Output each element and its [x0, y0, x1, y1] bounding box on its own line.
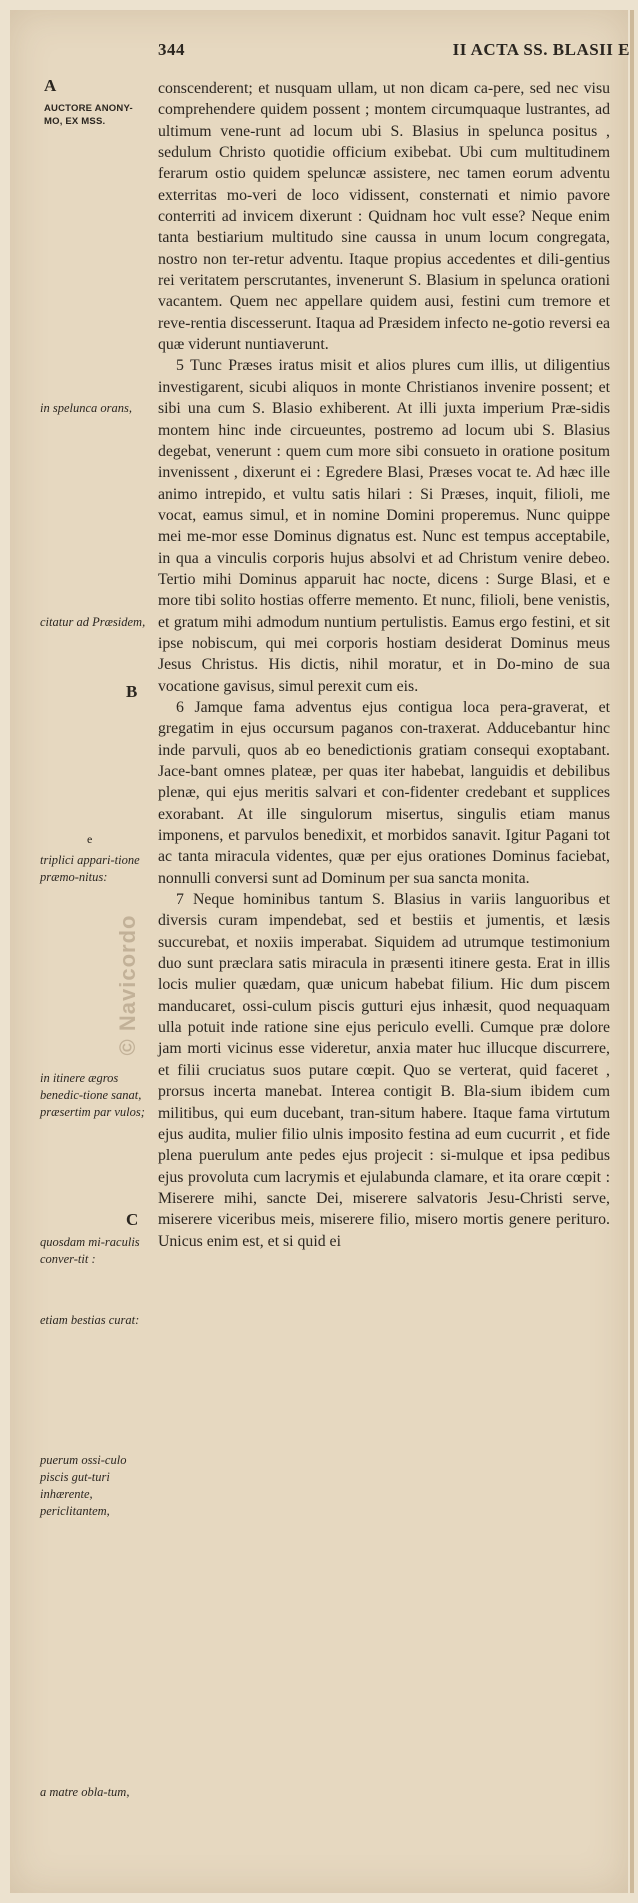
running-head [158, 40, 630, 66]
body-text [158, 78, 610, 1252]
margin-note-puerum: puerum ossi-culo piscis gut-turi inhærente, periclitantem, [40, 1453, 127, 1518]
margin-note-quosdam: quosdam mi-raculis conver-tit : [40, 1235, 140, 1266]
paragraph-intro: conscenderent; et nusquam ullam, ut non dicam ca-pere, sed nec visu comprehendere quidem possent ; montem circumquaque lustrantes, ad ultimum vene-runt ad locum ubi S. Blasius in spelunca positus , sedulum Christo quotidie officium exibebat. Ubi cum multitudinem ferarum ostio quidem speluncæ assistere, nec tamen eorum adventu exterritas mo-veri de loco vidissent, consternati et nimio pavore conterriti ad invicem dixerunt : Quidnam hoc vult esse? Neque enim tanta bestiarium multitudo sine caussa in unum locum congregata, nostro non ter-retur adventu. Itaque propius accedentes et dili-gentius rei veritatem perscrutantes, invenerunt S. Blasium in spelunca orationi vacantem. Quem nec appellare quidem ausi, festini cum tremore et reve-rentia discesserunt. Itaqua ad Præsidem infecto ne-gotio reversi ea quæ viderunt nuntiaverunt. [158, 80, 610, 354]
margin-note-e: e [87, 832, 93, 846]
running-title: II ACTA SS. BLASII E [452, 40, 630, 59]
margin-letter-a: A [44, 76, 57, 95]
page-number: 344 [158, 40, 185, 59]
margin-letter-b: B [126, 682, 138, 701]
margin-letter-c: C [126, 1210, 139, 1229]
paragraph-7: 7 Neque hominibus tantum S. Blasius in variis languoribus et diversis curam impendebat, sed et bestiis et jumentis, et læsis succurebat, et noxiis imperabat. Siquidem ad utrumque testimonium duo sunt præclara satis miracula in præsenti itinere gesta. Erat in illis locis mulier quædam, quæ unicum habebat filium. Hic dum piscem manducaret, ossi-culum piscis gutturi ejus inhæsit, quod nequaquam ulla potuit inde ratione sine ejus periculo evelli. Cumque præ dolore jam morti vicinus esse videretur, anxia mater huc illucque discurrere, et filii cruciatus suos putare cœpit. Quo se verterat, quid faceret , prorsus incerta manebat. Interea contigit B. Bla-sium ibidem cum militibus, qui eum ducebant, tran-situm habere. Itaque fama virtutum ejus audita, mulier filio ulnis imposito festina ad eum cucurrit , et fide plena puerulum ante pedes ejus projecit : si-mulque et ipsa pedibus ejus provoluta cum lacrymis et ejulabunda clamare, et ita orare cœpit : Miserere mihi, sancte Dei, miserere salvatoris Jesu-Christi serve, miserere viceribus meis, miserere filio, misero mortis genere perituro. Unicus enim est, et si quid ei [158, 891, 610, 1250]
margin-note-citatur: citatur ad Præsidem, [40, 615, 146, 629]
watermark-text: © Navicordo [115, 914, 140, 1056]
margin-note-triplici: triplici appari-tione præmo-nitus: [40, 853, 140, 884]
watermark [108, 900, 148, 1070]
paragraph-5: 5 Tunc Præses iratus misit et alios plures cum illis, ut diligentius investigarent, sicubi aliquos in monte Christianos invenire possent; et sibi una cum S. Blasio exhiberent. At illi juxta imperium Præ-sidis montem hinc inde circueuntes, postremo ad locum ubi S. Blasius degebat, venerunt : quem cum more sibi consueto in oratione positum invenissent , dixerunt ei : Egredere Blasi, Præses vocat te. Ad hæc ille animo intrepido, et vultu satis hilari : Si Præses, inquit, filioli, me vocat, eamus simul, et in nomine Domini properemus. Nunc quippe mei me-mor esse Dominus dignatus est. Nunc est tempus acceptabile, in qua a vinculis corporis hujus absolvi et ad Christum venire debeo. Tertio mihi Dominus apparuit hac nocte, dicens : Surge Blasi, et e more tibi solito hostias offerre memento. Et nunc, filioli, bene venistis, et gratum mihi admodum nuntium pertulistis. Eamus ergo festini, et sit ipse nobiscum, qui mei corporis hostiam desiderat Dominus meus Jesus Christus. His dictis, nihil moratur, et in Do-mino de sua vocatione gavisus, simul perexit cum eis. [158, 357, 610, 695]
paragraph-6: 6 Jamque fama adventus ejus contigua loca pera-graverat, et gregatim in ejus occursum paganos con-traxerat. Adducebantur hinc inde parvuli, quos ab eo benedictionis gratiam consequi exoptabant. Jace-bant omnes plateæ, per quas iter habebat, languidis et debilibus plenæ, qui ejus meritis salvari et con-fidenter credebant et supplices exorabant. At ille singulorum misertus, singulis etiam manus imponens, et parvulos benedixit, et morbidos sanavit. Igitur Pagani tot ac tanta miracula videntes, quæ per ejus orationes Dominus faciebat, nonnulli conversi sunt ad Dominum per sua sancta monita. [158, 698, 610, 887]
margin-note-spelunca: in spelunca orans, [40, 401, 133, 415]
margin-note-matre: a matre obla-tum, [40, 1785, 130, 1799]
margin-note-bestias: etiam bestias curat: [40, 1313, 140, 1327]
page-edge [630, 10, 634, 1893]
margin-note-itinere: in itinere ægros benedic-tione sanat, præsertim par vulos; [40, 1071, 145, 1119]
source-note: AUCTORE ANONY-MO, EX MSS. [44, 103, 133, 127]
